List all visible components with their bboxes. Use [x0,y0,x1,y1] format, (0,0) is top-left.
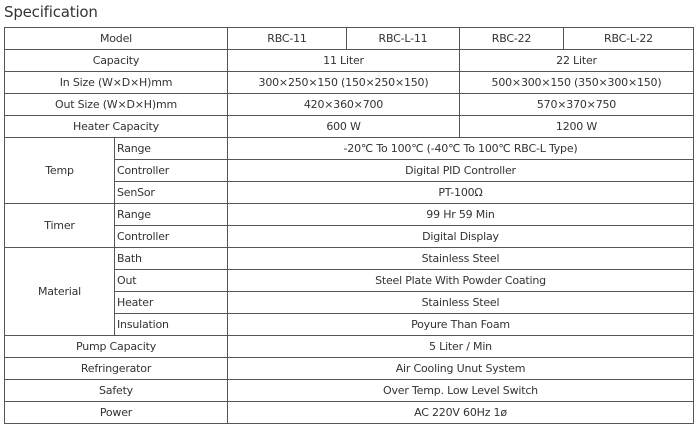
temp-range-value: -20℃ To 100℃ (-40℃ To 100℃ RBC-L Type) [228,138,694,160]
temp-controller-value: Digital PID Controller [228,160,694,182]
sub-label-heater: Heater [115,292,228,314]
model-value: RBC-11 [228,28,347,50]
sub-label-controller: Controller [115,160,228,182]
table-row-in-size [5,72,694,94]
table-row-pump-capacity [5,336,694,358]
page-title: Specification [4,3,98,21]
group-label-temp: Temp [5,138,115,204]
capacity-value: 22 Liter [460,50,694,72]
group-label-timer: Timer [5,204,115,248]
heater-capacity-value: 600 W [228,116,460,138]
material-insulation-value: Poyure Than Foam [228,314,694,336]
out-size-value: 570×370×750 [460,94,694,116]
row-label-refrigerator: Refringerator [5,358,228,380]
temp-sensor-value: PT-100Ω [228,182,694,204]
row-label-model: Model [5,28,228,50]
table-row-capacity [5,50,694,72]
timer-controller-value: Digital Display [228,226,694,248]
sub-label-bath: Bath [115,248,228,270]
table-row-heater-capacity [5,116,694,138]
in-size-value: 300×250×150 (150×250×150) [228,72,460,94]
table-row-timer-range [5,204,694,226]
table-row-safety [5,380,694,402]
model-value: RBC-L-22 [564,28,694,50]
timer-range-value: 99 Hr 59 Min [228,204,694,226]
row-label-in-size: In Size (W×D×H)mm [5,72,228,94]
row-label-power: Power [5,402,228,424]
row-label-capacity: Capacity [5,50,228,72]
group-label-material: Material [5,248,115,336]
model-value: RBC-L-11 [347,28,460,50]
model-value: RBC-22 [460,28,564,50]
table-row-material-bath [5,248,694,270]
row-label-pump-capacity: Pump Capacity [5,336,228,358]
safety-value: Over Temp. Low Level Switch [228,380,694,402]
material-bath-value: Stainless Steel [228,248,694,270]
out-size-value: 420×360×700 [228,94,460,116]
sub-label-out: Out [115,270,228,292]
table-row-model [5,28,694,50]
sub-label-range: Range [115,204,228,226]
row-label-heater-capacity: Heater Capacity [5,116,228,138]
capacity-value: 11 Liter [228,50,460,72]
table-row-power [5,402,694,424]
table-row-temp-range [5,138,694,160]
row-label-safety: Safety [5,380,228,402]
refrigerator-value: Air Cooling Unut System [228,358,694,380]
sub-label-controller: Controller [115,226,228,248]
heater-capacity-value: 1200 W [460,116,694,138]
specification-table [4,27,694,424]
table-row-out-size [5,94,694,116]
power-value: AC 220V 60Hz 1ø [228,402,694,424]
material-out-value: Steel Plate With Powder Coating [228,270,694,292]
material-heater-value: Stainless Steel [228,292,694,314]
row-label-out-size: Out Size (W×D×H)mm [5,94,228,116]
pump-capacity-value: 5 Liter / Min [228,336,694,358]
table-row-refrigerator [5,358,694,380]
sub-label-sensor: SenSor [115,182,228,204]
sub-label-range: Range [115,138,228,160]
in-size-value: 500×300×150 (350×300×150) [460,72,694,94]
sub-label-insulation: Insulation [115,314,228,336]
